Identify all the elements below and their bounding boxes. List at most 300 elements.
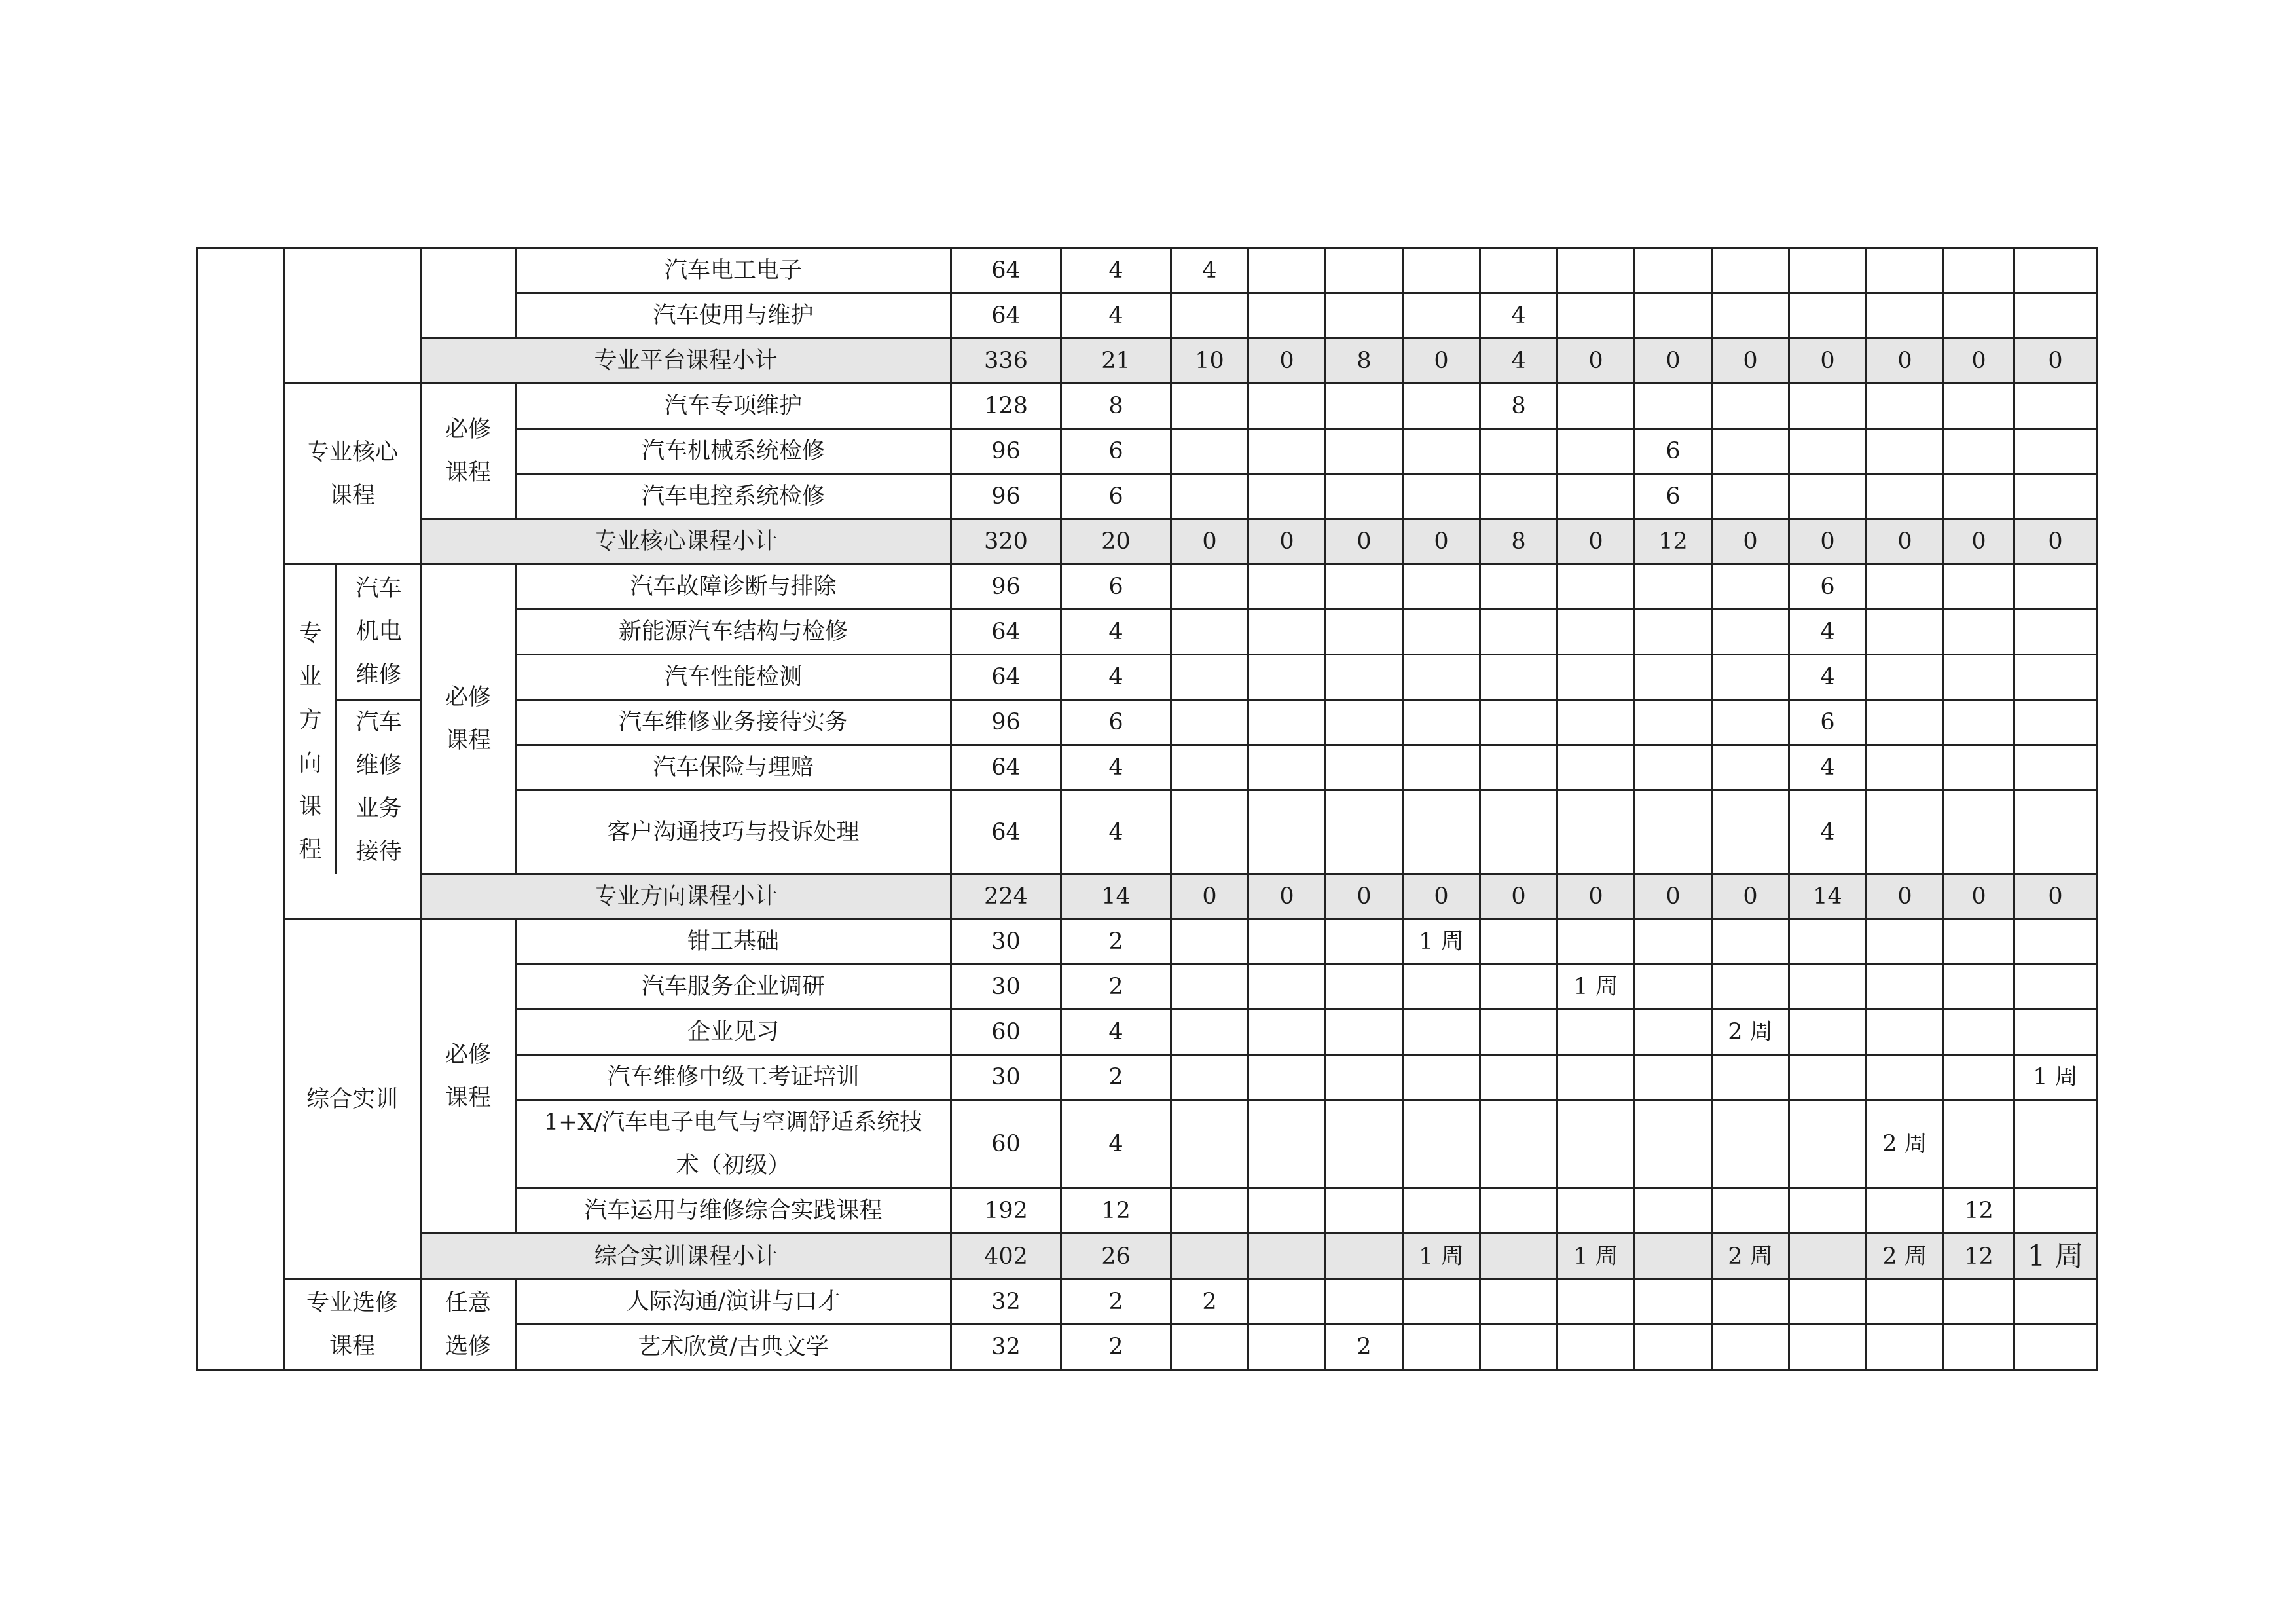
semester-cell-text: 4 (1511, 303, 1526, 329)
semester-cell (1326, 610, 1403, 655)
semester-cell (1403, 1055, 1480, 1100)
course-name (516, 474, 951, 519)
semester-cell (2014, 1055, 2097, 1100)
credits-cell-text: 4 (1108, 754, 1123, 781)
semester-cell (1789, 790, 1867, 874)
semester-cell-text: 14 (1813, 883, 1842, 910)
semester-cell (1558, 874, 1635, 919)
semester-cell (1944, 655, 2014, 700)
semester-cell (1789, 655, 1867, 700)
practice-category-cell-text: 综合实训 (306, 1086, 398, 1113)
hours-cell-text: 96 (991, 709, 1021, 735)
semester-cell (1480, 1280, 1558, 1325)
semester-cell (1712, 790, 1789, 874)
course-name-text: 汽车性能检测 (664, 664, 802, 690)
hours-cell-text: 60 (991, 1131, 1021, 1157)
credits-cell-text: 2 (1108, 929, 1123, 955)
course-name (516, 1100, 951, 1189)
semester-cell-text: 0 (1588, 348, 1603, 374)
semester-cell (2014, 1280, 2097, 1325)
credits-cell-text: 4 (1108, 1019, 1123, 1045)
elective-category-cell-line: 专业选修 (306, 1289, 398, 1316)
course-name-text: 汽车维修中级工考证培训 (607, 1064, 860, 1090)
credits-cell-text: 4 (1108, 819, 1123, 845)
semester-cell (1403, 1280, 1480, 1325)
course-name-text: 汽车保险与理赔 (653, 754, 814, 781)
semester-cell (1171, 965, 1248, 1010)
hours-cell (951, 874, 1061, 919)
semester-cell (1326, 1325, 1403, 1370)
sub-direction-char: 维修 (355, 662, 402, 688)
semester-cell (1403, 429, 1480, 474)
credits-cell-text: 2 (1108, 1334, 1123, 1360)
credits-cell-text: 12 (1101, 1198, 1131, 1224)
hours-cell-text: 224 (984, 883, 1028, 910)
hours-cell (951, 339, 1061, 384)
semester-cell (1712, 429, 1789, 474)
course-name (516, 745, 951, 790)
semester-cell (1558, 1055, 1635, 1100)
credits-cell-text: 26 (1101, 1243, 1131, 1270)
semester-cell-text: 0 (1588, 883, 1603, 910)
semester-cell (2014, 1325, 2097, 1370)
semester-cell (1480, 564, 1558, 610)
semester-cell (1944, 1100, 2014, 1189)
hours-cell (951, 1234, 1061, 1280)
semester-cell (1248, 610, 1326, 655)
hours-cell (951, 1280, 1061, 1325)
hours-cell-text: 64 (991, 664, 1021, 690)
semester-cell-text: 6 (1820, 574, 1835, 600)
semester-cell (1480, 1189, 1558, 1234)
semester-cell-text: 0 (1971, 883, 1986, 910)
semester-cell (1480, 700, 1558, 745)
semester-cell (1171, 700, 1248, 745)
course-name-text: 汽车维修业务接待实务 (618, 709, 848, 735)
semester-cell (1171, 655, 1248, 700)
semester-cell (1635, 474, 1712, 519)
semester-cell (1867, 474, 1944, 519)
credits-cell-text: 8 (1108, 393, 1123, 419)
semester-cell (1403, 919, 1480, 965)
semester-cell (1403, 339, 1480, 384)
semester-cell (1635, 293, 1712, 339)
semester-cell (1635, 610, 1712, 655)
semester-cell (2014, 700, 2097, 745)
course-name (516, 248, 951, 293)
semester-cell (1480, 1010, 1558, 1055)
semester-cell (1326, 1010, 1403, 1055)
semester-cell (1326, 339, 1403, 384)
semester-cell-text: 4 (1820, 754, 1835, 781)
semester-cell (1944, 1010, 2014, 1055)
semester-cell-text: 2 周 (1728, 1019, 1773, 1045)
semester-cell (1248, 248, 1326, 293)
semester-cell-text: 6 (1666, 483, 1681, 509)
semester-cell (1171, 564, 1248, 610)
semester-cell (1635, 429, 1712, 474)
hours-cell-text: 64 (991, 754, 1021, 781)
credits-cell (1061, 1325, 1171, 1370)
semester-cell (1480, 429, 1558, 474)
credits-cell (1061, 745, 1171, 790)
subtotal-label (421, 519, 951, 564)
semester-cell (1789, 564, 1867, 610)
course-name (516, 1189, 951, 1234)
semester-cell (1867, 790, 1944, 874)
semester-cell (1480, 293, 1558, 339)
semester-cell (1558, 1280, 1635, 1325)
course-name (516, 293, 951, 339)
course-name (516, 429, 951, 474)
semester-cell (1867, 700, 1944, 745)
hours-cell-text: 64 (991, 257, 1021, 284)
semester-cell (1326, 919, 1403, 965)
semester-cell (1480, 1055, 1558, 1100)
direction-char: 专 (299, 620, 322, 647)
semester-cell (1789, 919, 1867, 965)
semester-cell-text: 2 (1357, 1334, 1372, 1360)
semester-cell-text: 0 (1279, 348, 1294, 374)
semester-cell (1944, 700, 2014, 745)
hours-cell (951, 1189, 1061, 1234)
hours-cell (951, 519, 1061, 564)
hours-cell (951, 700, 1061, 745)
course-name (516, 790, 951, 874)
hours-cell-text: 30 (991, 1064, 1021, 1090)
credits-cell-text: 2 (1108, 1289, 1123, 1315)
semester-cell (1635, 564, 1712, 610)
semester-cell (1712, 339, 1789, 384)
credits-cell-text: 2 (1108, 1064, 1123, 1090)
semester-cell (1712, 474, 1789, 519)
semester-cell (1867, 564, 1944, 610)
semester-cell (1480, 965, 1558, 1010)
semester-cell (1171, 429, 1248, 474)
semester-cell (1867, 339, 1944, 384)
semester-cell (1558, 745, 1635, 790)
semester-cell-text: 6 (1820, 709, 1835, 735)
semester-cell (1480, 519, 1558, 564)
table-row (197, 874, 2097, 919)
semester-cell (1403, 474, 1480, 519)
semester-cell (1944, 1234, 2014, 1280)
table-row (197, 339, 2097, 384)
semester-cell (2014, 384, 2097, 429)
semester-cell (1944, 1055, 2014, 1100)
semester-cell (1789, 700, 1867, 745)
subtotal-label-text: 专业平台课程小计 (594, 348, 778, 374)
semester-cell (2014, 248, 2097, 293)
core-category-cell-line: 课程 (329, 482, 375, 509)
semester-cell-text: 2 周 (1882, 1131, 1927, 1157)
semester-cell (1635, 919, 1712, 965)
semester-cell (1248, 1325, 1326, 1370)
semester-cell (1635, 1100, 1712, 1189)
credits-cell-text: 6 (1108, 709, 1123, 735)
semester-cell (1712, 1280, 1789, 1325)
practice-category-cell (284, 919, 421, 1280)
semester-cell (1944, 339, 2014, 384)
semester-cell (1248, 339, 1326, 384)
hours-cell (951, 745, 1061, 790)
semester-cell (1789, 1234, 1867, 1280)
semester-cell-text: 0 (1666, 348, 1681, 374)
semester-cell (2014, 564, 2097, 610)
platform-type-cell (421, 248, 516, 339)
elective-category-cell (284, 1280, 421, 1370)
credits-cell (1061, 1010, 1171, 1055)
semester-cell (1326, 700, 1403, 745)
semester-cell (1944, 745, 2014, 790)
semester-cell-text: 0 (1279, 528, 1294, 555)
direction-char: 程 (299, 836, 322, 863)
semester-cell (2014, 1100, 2097, 1189)
semester-cell (1326, 564, 1403, 610)
semester-cell (1171, 1234, 1248, 1280)
semester-cell (1248, 874, 1326, 919)
semester-cell (1558, 519, 1635, 564)
semester-cell (1944, 474, 2014, 519)
course-name-text: 汽车故障诊断与排除 (630, 574, 837, 600)
semester-cell (1712, 965, 1789, 1010)
semester-cell (1326, 1189, 1403, 1234)
hours-cell (951, 790, 1061, 874)
elective-type-cell-line: 选修 (445, 1333, 491, 1359)
credits-cell (1061, 1055, 1171, 1100)
course-name-text: 钳工基础 (687, 929, 779, 955)
semester-cell (1712, 1234, 1789, 1280)
semester-cell (1635, 248, 1712, 293)
semester-cell-text: 0 (1202, 528, 1217, 555)
course-name-text: 客户沟通技巧与投诉处理 (607, 819, 860, 845)
semester-cell-text: 2 周 (1882, 1243, 1927, 1270)
elective-type-cell (421, 1280, 516, 1370)
semester-cell (1867, 874, 1944, 919)
hours-cell-text: 30 (991, 974, 1021, 1000)
semester-cell (1558, 564, 1635, 610)
direction-required-cell (421, 564, 516, 874)
credits-cell (1061, 384, 1171, 429)
semester-cell (1789, 248, 1867, 293)
semester-cell (1248, 700, 1326, 745)
semester-cell (1171, 474, 1248, 519)
table-row (197, 384, 2097, 429)
semester-cell (1558, 1189, 1635, 1234)
semester-cell-text: 1 周 (1573, 1243, 1618, 1270)
semester-cell (1326, 384, 1403, 429)
semester-cell (1712, 564, 1789, 610)
semester-cell (1248, 564, 1326, 610)
semester-cell (1326, 1055, 1403, 1100)
semester-cell (1558, 248, 1635, 293)
core-required-cell (421, 384, 516, 519)
semester-cell (1558, 1100, 1635, 1189)
semester-cell (2014, 293, 2097, 339)
semester-cell (1403, 965, 1480, 1010)
semester-cell (1712, 1055, 1789, 1100)
semester-cell (1171, 384, 1248, 429)
semester-cell (1171, 1100, 1248, 1189)
credits-cell-text: 6 (1108, 483, 1123, 509)
semester-cell (1558, 965, 1635, 1010)
core-category-cell-line: 专业核心 (306, 439, 398, 466)
semester-cell (1171, 248, 1248, 293)
credits-cell-text: 4 (1108, 664, 1123, 690)
semester-cell (1480, 655, 1558, 700)
semester-cell (1480, 1325, 1558, 1370)
hours-cell (951, 248, 1061, 293)
practice-required-cell-line: 必修 (445, 1041, 491, 1068)
semester-cell (1712, 1325, 1789, 1370)
semester-cell-text: 8 (1357, 348, 1372, 374)
credits-cell (1061, 965, 1171, 1010)
sub-direction-char: 机电 (355, 619, 402, 645)
semester-cell (1635, 965, 1712, 1010)
semester-cell (2014, 790, 2097, 874)
semester-cell (1867, 429, 1944, 474)
semester-cell (1248, 1010, 1326, 1055)
hours-cell-text: 96 (991, 574, 1021, 600)
semester-cell (1944, 1189, 2014, 1234)
hours-cell-text: 60 (991, 1019, 1021, 1045)
semester-cell (1480, 610, 1558, 655)
credits-cell (1061, 1100, 1171, 1189)
semester-cell (1403, 1234, 1480, 1280)
semester-cell (1944, 293, 2014, 339)
semester-cell (1326, 248, 1403, 293)
credits-cell (1061, 293, 1171, 339)
subtotal-label (421, 339, 951, 384)
semester-cell-text: 0 (1666, 883, 1681, 910)
required-label-line: 课程 (445, 728, 491, 754)
hours-cell-text: 128 (984, 393, 1028, 419)
semester-cell (1171, 610, 1248, 655)
semester-cell (1789, 384, 1867, 429)
sub-direction-char: 汽车 (355, 709, 402, 735)
semester-cell (1712, 519, 1789, 564)
semester-cell (1558, 1010, 1635, 1055)
course-name-text: 汽车服务企业调研 (641, 974, 825, 1000)
course-name-text: 汽车使用与维护 (653, 303, 814, 329)
semester-cell (1789, 519, 1867, 564)
semester-cell-text: 8 (1511, 393, 1526, 419)
hours-cell-text: 336 (984, 348, 1028, 374)
semester-cell (1944, 519, 2014, 564)
semester-cell (1171, 1189, 1248, 1234)
semester-cell (1480, 339, 1558, 384)
semester-cell (1248, 745, 1326, 790)
credits-cell-text: 4 (1108, 257, 1123, 284)
course-name-line: 术（初级） (676, 1153, 791, 1179)
course-name-text: 新能源汽车结构与检修 (618, 619, 848, 645)
semester-cell (1326, 429, 1403, 474)
credits-cell-text: 4 (1108, 303, 1123, 329)
sub-direction-char: 接待 (355, 838, 402, 865)
semester-cell (1248, 655, 1326, 700)
table-row (197, 919, 2097, 965)
semester-cell (1558, 919, 1635, 965)
semester-cell (1635, 339, 1712, 384)
hours-cell-text: 320 (984, 528, 1028, 555)
semester-cell (1480, 384, 1558, 429)
hours-cell (951, 1055, 1061, 1100)
elective-type-cell-line: 任意 (445, 1289, 491, 1316)
semester-cell (2014, 339, 2097, 384)
course-name (516, 384, 951, 429)
hours-cell-text: 402 (984, 1243, 1028, 1270)
subtotal-label (421, 874, 951, 919)
semester-cell (1480, 474, 1558, 519)
semester-cell-text: 6 (1666, 438, 1681, 464)
hours-cell-text: 192 (984, 1198, 1028, 1224)
semester-cell (1558, 700, 1635, 745)
credits-cell (1061, 700, 1171, 745)
semester-cell (1635, 1280, 1712, 1325)
semester-cell (1867, 610, 1944, 655)
semester-cell (1789, 610, 1867, 655)
semester-cell (1789, 339, 1867, 384)
course-name (516, 965, 951, 1010)
semester-cell (1635, 1325, 1712, 1370)
semester-cell (1944, 610, 2014, 655)
course-name-line: 1+X/汽车电子电气与空调舒适系统技 (543, 1109, 923, 1135)
semester-cell (1558, 655, 1635, 700)
semester-cell (1867, 1189, 1944, 1234)
semester-cell (1171, 790, 1248, 874)
hours-cell-text: 64 (991, 819, 1021, 845)
semester-cell-text: 2 (1202, 1289, 1217, 1315)
core-required-cell-line: 必修 (445, 416, 491, 443)
course-name (516, 610, 951, 655)
semester-cell (1944, 965, 2014, 1010)
sub-direction-char: 业务 (355, 795, 402, 822)
credits-cell (1061, 1280, 1171, 1325)
curriculum-table (196, 247, 2098, 1371)
hours-cell (951, 1100, 1061, 1189)
hours-cell-text: 32 (991, 1334, 1021, 1360)
semester-cell (1712, 874, 1789, 919)
semester-cell-text: 8 (1511, 528, 1526, 555)
course-name-text: 汽车运用与维修综合实践课程 (584, 1198, 883, 1224)
hours-cell (951, 1010, 1061, 1055)
hours-cell-text: 96 (991, 483, 1021, 509)
course-name-text: 企业见习 (687, 1019, 779, 1045)
semester-cell (1712, 1010, 1789, 1055)
semester-cell (1944, 1280, 2014, 1325)
credits-cell (1061, 339, 1171, 384)
semester-cell-text: 1 周 (1419, 929, 1464, 955)
semester-cell (1248, 1234, 1326, 1280)
semester-cell-text: 4 (1511, 348, 1526, 374)
semester-cell (1867, 965, 1944, 1010)
semester-cell-text: 1 周 (2033, 1064, 2078, 1090)
semester-cell-text: 0 (1434, 528, 1449, 555)
course-name (516, 700, 951, 745)
semester-cell (1326, 965, 1403, 1010)
hours-cell-text: 96 (991, 438, 1021, 464)
course-name (516, 655, 951, 700)
semester-cell-text: 0 (2048, 528, 2063, 555)
semester-cell-text: 1 周 (1419, 1243, 1464, 1270)
semester-cell (1171, 1280, 1248, 1325)
semester-cell (1712, 248, 1789, 293)
semester-cell (1248, 1189, 1326, 1234)
table-row (197, 519, 2097, 564)
semester-cell (2014, 474, 2097, 519)
semester-cell-text: 0 (1743, 348, 1758, 374)
direction-label-column (285, 612, 336, 872)
